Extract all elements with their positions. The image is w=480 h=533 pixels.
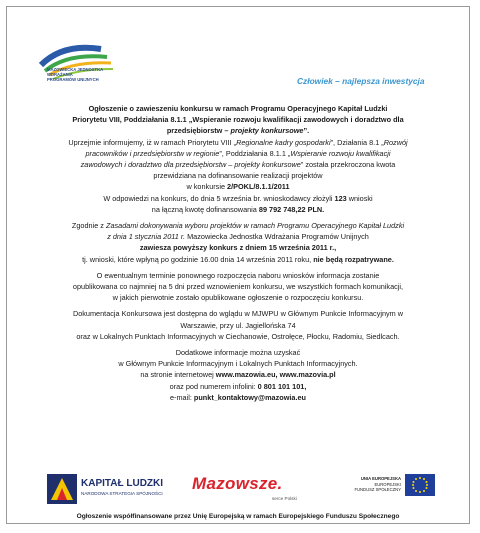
tagline: Człowiek – najlepsza inwestycja	[297, 76, 425, 86]
header	[7, 7, 469, 99]
announcement-body	[15, 103, 461, 403]
paragraph-3: O ewentualnym terminie ponownego rozpoczęcia naboru wniosków informacja zostanie opublikowana co najmniej na 5 dni przed wznowieniem konkursu, we wszystkich formach komunikacji, w jakich pierwotnie zostało opublikowane ogłoszenie o rozpoczęciu konkursu.	[72, 270, 404, 303]
infoline-number: 0 801 101 101,	[257, 381, 307, 391]
kapital-ludzki-title: KAPITAŁ LUDZKI	[81, 478, 164, 489]
contact-email[interactable]: punkt_kontaktowy@mazowia.eu	[193, 392, 307, 402]
footer-logos	[7, 472, 469, 510]
paragraph-4: Dokumentacja Konkursowa jest dostępna do wglądu w MJWPU w Głównym Punkcie Informacyjnym w Warszawie, przy ul. Jagiellońska 74 oraz w Lokalnych Punktach Informacyjnych w Ciechanowie, Ostrołęce, Płocku, Radomiu, Siedlcach.	[72, 309, 404, 341]
website-links[interactable]: www.mazowia.eu, www.mazovia.pl	[215, 370, 336, 380]
heading: Ogłoszenie o zawieszeniu konkursu w ramach Programu Operacyjnego Kapitał Ludzki Priorytetu VIII, Poddziałania 8.1.1 „Wspieranie rozwoju kwalifikacji zawodowych i doradztwo dla przedsiębiorstw – projekty konkursowe”.	[72, 104, 404, 136]
eu-text: UNIA EUROPEJSKA EUROPEJSKI FUNDUSZ SPOŁECZNY	[354, 476, 401, 493]
mazowsze-logo: Mazowsze.	[192, 474, 283, 493]
paragraph-2: Zgodnie z Zasadami dokonywania wyboru projektów w ramach Programu Operacyjnego Kapitał Ludzki z dnia 1 stycznia 2011 r. Mazowiecka Jednostka Wdrażania Programów Unijnych zawiesza powyższy konkurs z dniem 15 września 2011 r., tj. wnioski, które wpłyną po godzinie 16.00 dnia 14 września 2011 roku, nie będą rozpatrywane.	[71, 221, 405, 264]
mazowsze-subtitle: serce Polski	[272, 496, 297, 501]
mjwpu-logo	[23, 35, 143, 95]
eu-flag-icon	[405, 474, 435, 496]
kapital-ludzki-subtitle: NARODOWA STRATEGIA SPÓJNOŚCI	[81, 491, 163, 496]
kapital-ludzki-icon	[47, 474, 77, 504]
cofinancing-note: Ogłoszenie współfinansowane przez Unię Europejską w ramach Europejskiego Funduszu Społecznego	[76, 513, 400, 520]
logo-text: MAZOWIECKA JEDNOSTKA WDRAŻANIA PROGRAMÓW UNIJNYCH	[47, 67, 104, 82]
announcement-frame	[6, 6, 470, 524]
paragraph-5: Dodatkowe informacje można uzyskać w Głównym Punkcie Informacyjnym i Lokalnych Punktach Informacyjnych. na stronie internetowej www.mazowia.eu, www.mazovia.pl oraz pod numerem infolini: 0 801 101 101, e-mail: punkt_kontaktowy@mazowia.eu	[118, 348, 358, 402]
paragraph-1: Uprzejmie informujemy, iż w ramach Priorytetu VIII „Regionalne kadry gospodarki”, Działania 8.1 „Rozwój pracowników i przedsiębiorstw w regionie”, Poddziałania 8.1.1 „Wspieranie rozwoju kwalifikacji zawodowych i doradztwo dla przedsiębiorstw – projekty konkursowe” została przekroczona kwota przewidziana na dofinansowanie realizacji projektów w konkursie 2/POKL/8.1.1/2011 W odpowiedzi na konkurs, do dnia 5 września br. wnioskodawcy złożyli 123 wnioski na łączną kwotę dofinansowania 89 792 748,22 PLN.	[68, 137, 408, 214]
